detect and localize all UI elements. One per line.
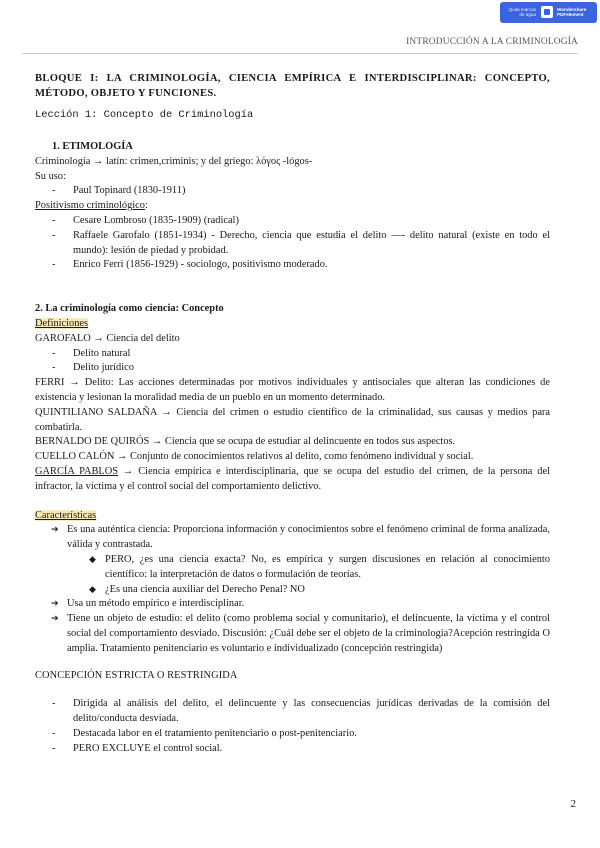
list-item: - Raffaele Garofalo (1851-1934) - Derecho, ciencia que estudia el delito —- delito natural (existe en todo el mundo): lesión de piedad y probidad. xyxy=(35,229,550,259)
list-item: - Delito natural xyxy=(35,347,550,362)
positivismo-colon: : xyxy=(144,200,148,212)
list-item: - Enrico Ferri (1856-1929) - sociologo, positivismo moderado. xyxy=(35,258,550,273)
su-uso-label: Su uso: xyxy=(35,170,66,182)
arrow-item: ➔ Es una auténtica ciencia: Proporciona información y conocimientos sobre el fenómeno criminal de forma analizada, válida y contrastada. xyxy=(35,523,550,553)
ferri-definition: FERRI → Delito: Las acciones determinadas por motivos individuales y antisociales que alteran las condiciones de existencia y lesionan la moralidad media de un pueblo en un momento determinado. xyxy=(35,377,550,403)
header-divider xyxy=(22,53,578,54)
list-item: - Destacada labor en el tratamiento penitenciario o post-penitenciario. xyxy=(35,727,550,742)
watermark-left-text: Quita marcas de agua xyxy=(508,7,536,18)
watermark-brand-text: Wondershare PDFelement xyxy=(557,7,587,18)
list-item: - Delito jurídico xyxy=(35,361,550,376)
diamond-item: ◆ PERO, ¿es una ciencia exacta? No, es empírica y surgen discusiones en relación al conocimiento científico: la interpretación de datos o formulación de teorías. xyxy=(35,553,550,583)
list-item: - Paul Topinard (1830-1911) xyxy=(35,184,550,199)
section-2-heading: 2. La criminología como ciencia: Concepto xyxy=(35,303,224,315)
garcia-name: GARCÍA PABLOS xyxy=(35,465,119,477)
arrow-item: ➔ Usa un método empírico e interdisciplinar. xyxy=(35,597,550,612)
section-1-heading: 1. ETIMOLOGÍA xyxy=(52,141,133,152)
etymology-line: Criminología → latín: crimen,criminis; y del griego: λόγος -lógos- xyxy=(35,155,313,167)
bernaldo-definition: BERNALDO DE QUIRÓS → Ciencia que se ocupa de estudiar al delincuente en todos sus aspectos. xyxy=(35,436,456,448)
positivismo-text: Positivismo criminológico xyxy=(35,200,145,212)
list-item: - Dirigida al análisis del delito, el delincuente y las consecuencias jurídicas derivadas de la comisión del delito/conducta desviada. xyxy=(35,697,550,727)
garcia-definition xyxy=(35,465,550,495)
positivismo-label xyxy=(35,199,550,214)
running-header: INTRODUCCIÓN A LA CRIMINOLOGÍA xyxy=(406,37,578,47)
leccion-title: Lección 1: Concepto de Criminología xyxy=(35,109,254,121)
list-item: - PERO EXCLUYE el control social. xyxy=(35,742,550,757)
bloque-title: BLOQUE I: LA CRIMINOLOGÍA, CIENCIA EMPÍRICA E INTERDISCIPLINAR: CONCEPTO, MÉTODO, OBJETO Y FUNCIONES. xyxy=(35,73,550,99)
diamond-item: ◆ ¿Es una ciencia auxiliar del Derecho Penal? NO xyxy=(35,583,550,598)
page-content xyxy=(35,140,550,756)
garofalo-line: GAROFALO → Ciencia del delito xyxy=(35,332,180,344)
concepcion-heading: CONCEPCIÓN ESTRICTA O RESTRINGIDA xyxy=(35,669,238,681)
page-number: 2 xyxy=(570,798,576,810)
pdfelement-icon xyxy=(541,6,553,18)
cuello-definition: CUELLO CALÓN → Conjunto de conocimientos relativos al delito, como fenómeno individual y social. xyxy=(35,451,474,463)
watermark-badge[interactable] xyxy=(500,2,597,23)
quintiliano-definition: QUINTILIANO SALDAÑA → Ciencia del crimen o estudio científico de la criminalidad, sus causas y medios para combatirla. xyxy=(35,406,550,433)
list-item: - Cesare Lombroso (1835-1909) (radical) xyxy=(35,214,550,229)
definiciones-heading: Definiciones xyxy=(35,317,89,329)
garcia-text: → Ciencia empírica e interdisciplinaria, que se ocupa del estudio del crimen, de la persona del infractor, la víctima y el control social del comportamiento delictivo. xyxy=(35,465,550,492)
arrow-item: ➔ Tiene un objeto de estudio: el delito (como problema social y comunitario), el delincuente, la víctima y el control social del comportamiento desviado. Discusión: ¿Cuál debe ser el objeto de la criminología?Acepción restringida O amplia. Tratamiento penitenciario es voluntario e individualizado (concepción restringida) xyxy=(35,612,550,656)
caracteristicas-heading: Características xyxy=(35,509,97,521)
